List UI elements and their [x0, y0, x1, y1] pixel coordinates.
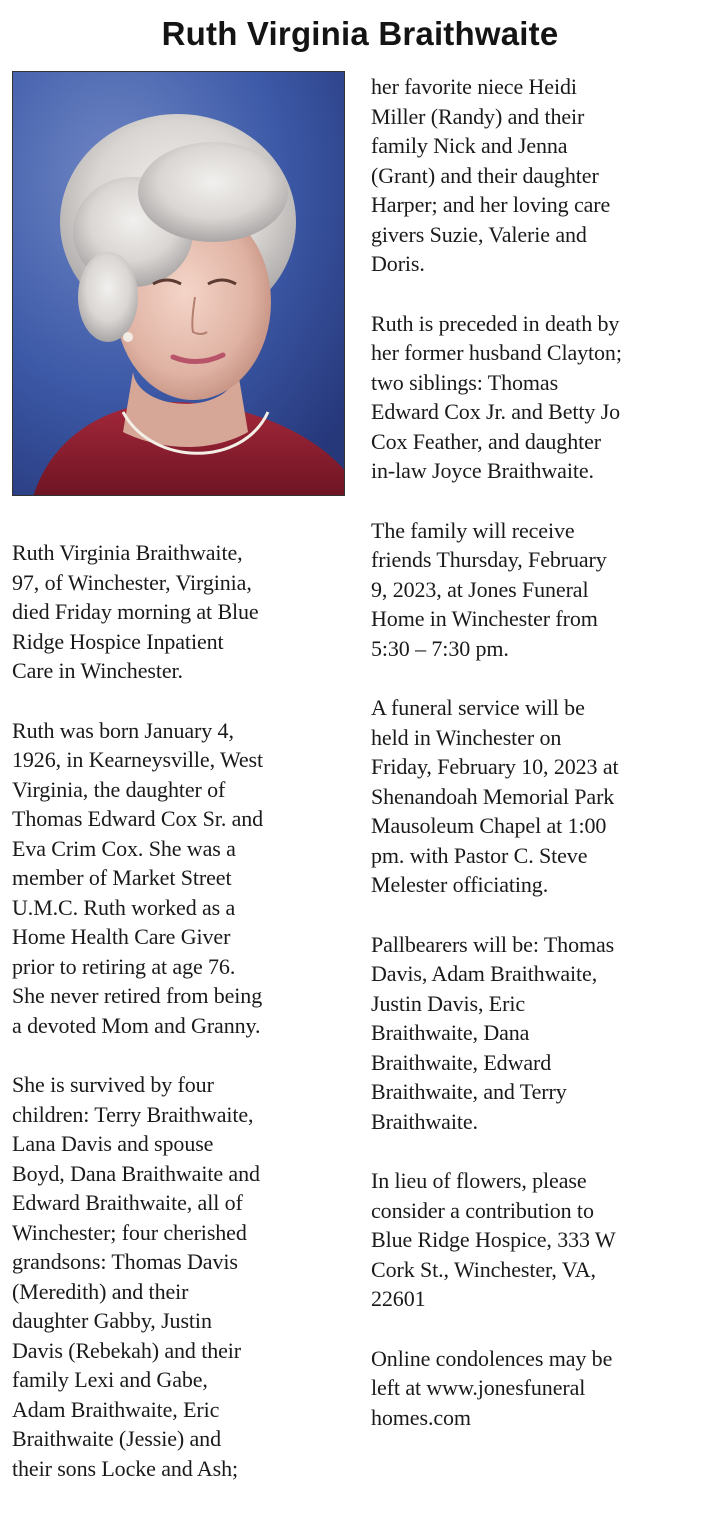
text-line: Justin Davis, Eric	[371, 990, 526, 1016]
text-line: her favorite niece Heidi	[371, 74, 577, 99]
text-line: The family will receive	[371, 517, 575, 543]
text-line: Mausoleum Chapel at 1:00	[371, 813, 607, 838]
text-line: Home Health Care Giver	[12, 924, 231, 949]
text-line: Adam Braithwaite, Eric	[12, 1396, 220, 1422]
text-line: family Lexi and Gabe,	[12, 1367, 208, 1392]
text-line: Blue Ridge Hospice, 333 W	[371, 1227, 616, 1252]
text-line: children: Terry Braithwaite,	[12, 1101, 254, 1127]
text-line: pm. with Pastor C. Steve	[371, 842, 588, 868]
text-line: Cox Feather, and daughter	[371, 428, 601, 454]
obituary-title: Ruth Virginia Braithwaite	[161, 15, 559, 52]
text-line: givers Suzie, Valerie and	[371, 221, 587, 247]
text-line: Eva Crim Cox. She was a	[12, 835, 236, 861]
text-line: Braithwaite, Dana	[371, 1020, 530, 1045]
text-line: Braithwaite, and Terry	[371, 1079, 567, 1104]
text-line: Edward Cox Jr. and Betty Jo	[371, 399, 621, 424]
text-line: Boyd, Dana Braithwaite and	[12, 1160, 260, 1186]
text-line: Cork St., Winchester, VA,	[371, 1256, 596, 1282]
text-line: consider a contribution to	[371, 1197, 594, 1223]
paragraph-survivors-continued	[371, 72, 713, 279]
text-line: Braithwaite.	[371, 1108, 478, 1134]
text-line: Davis, Adam Braithwaite,	[371, 961, 598, 986]
paragraph-intro	[12, 538, 350, 686]
text-line: Braithwaite (Jessie) and	[12, 1426, 221, 1451]
text-line: a devoted Mom and Granny.	[12, 1012, 261, 1038]
text-line: Ruth is preceded in death by	[371, 310, 620, 336]
text-line: died Friday morning at Blue	[12, 599, 259, 624]
right-column	[371, 72, 713, 1462]
paragraph-condolences	[371, 1344, 713, 1433]
text-line: prior to retiring at age 76.	[12, 953, 236, 979]
text-line: 5:30 – 7:30 pm.	[371, 635, 509, 661]
text-line: Pallbearers will be: Thomas	[371, 931, 615, 957]
text-line: Thomas Edward Cox Sr. and	[12, 806, 264, 831]
text-line: In lieu of flowers, please	[371, 1168, 587, 1193]
text-line: Online condolences may be	[371, 1345, 613, 1371]
text-line: in-law Joyce Braithwaite.	[371, 458, 594, 483]
text-line: homes.com	[371, 1404, 471, 1430]
text-line: Winchester; four cherished	[12, 1219, 247, 1245]
text-line: Home in Winchester from	[371, 606, 598, 631]
text-line: 97, of Winchester, Virginia,	[12, 569, 252, 595]
text-line: Edward Braithwaite, all of	[12, 1190, 243, 1215]
text-line: A funeral service will be	[371, 695, 585, 720]
text-line: U.M.C. Ruth worked as a	[12, 894, 236, 920]
text-line: friends Thursday, February	[371, 547, 607, 572]
text-line: Braithwaite, Edward	[371, 1049, 552, 1075]
text-line: Virginia, the daughter of	[12, 776, 226, 802]
text-line: 9, 2023, at Jones Funeral	[371, 576, 589, 602]
text-line: (Grant) and their daughter	[371, 162, 599, 188]
text-line: 1926, in Kearneysville, West	[12, 747, 264, 772]
text-line: She never retired from being	[12, 983, 263, 1008]
paragraph-pallbearers	[371, 930, 713, 1137]
text-line: Harper; and her loving care	[371, 192, 611, 217]
paragraph-service	[371, 693, 713, 900]
text-line: Davis (Rebekah) and their	[12, 1337, 242, 1363]
text-line: (Meredith) and their	[12, 1278, 189, 1304]
paragraph-biography	[12, 716, 350, 1041]
text-line: Ruth was born January 4,	[12, 717, 234, 743]
paragraph-donations	[371, 1166, 713, 1314]
text-line: two siblings: Thomas	[371, 369, 559, 395]
text-line: grandsons: Thomas Davis	[12, 1249, 238, 1274]
text-line: Lana Davis and spouse	[12, 1131, 214, 1156]
text-line: held in Winchester on	[371, 724, 562, 750]
text-line: their sons Locke and Ash;	[12, 1455, 239, 1481]
paragraph-visitation	[371, 516, 713, 664]
text-line: her former husband Clayton;	[371, 340, 622, 365]
text-line: Friday, February 10, 2023 at	[371, 754, 619, 779]
text-line: Ridge Hospice Inpatient	[12, 628, 224, 654]
text-line: left at www.jonesfuneral	[371, 1375, 586, 1400]
text-line: family Nick and Jenna	[371, 133, 568, 158]
paragraph-survivors	[12, 1070, 350, 1483]
text-line: Shenandoah Memorial Park	[371, 783, 615, 809]
text-line: Melester officiating.	[371, 872, 549, 897]
text-line: She is survived by four	[12, 1072, 214, 1097]
text-line: 22601	[371, 1286, 426, 1311]
text-line: Miller (Randy) and their	[371, 103, 585, 129]
paragraph-preceded	[371, 309, 713, 486]
text-line: Ruth Virginia Braithwaite,	[12, 540, 243, 565]
text-line: member of Market Street	[12, 865, 232, 890]
left-column	[12, 538, 350, 1513]
text-line: Care in Winchester.	[12, 658, 183, 683]
portrait-photo	[12, 71, 345, 496]
text-line: daughter Gabby, Justin	[12, 1308, 212, 1333]
text-line: Doris.	[371, 251, 425, 276]
